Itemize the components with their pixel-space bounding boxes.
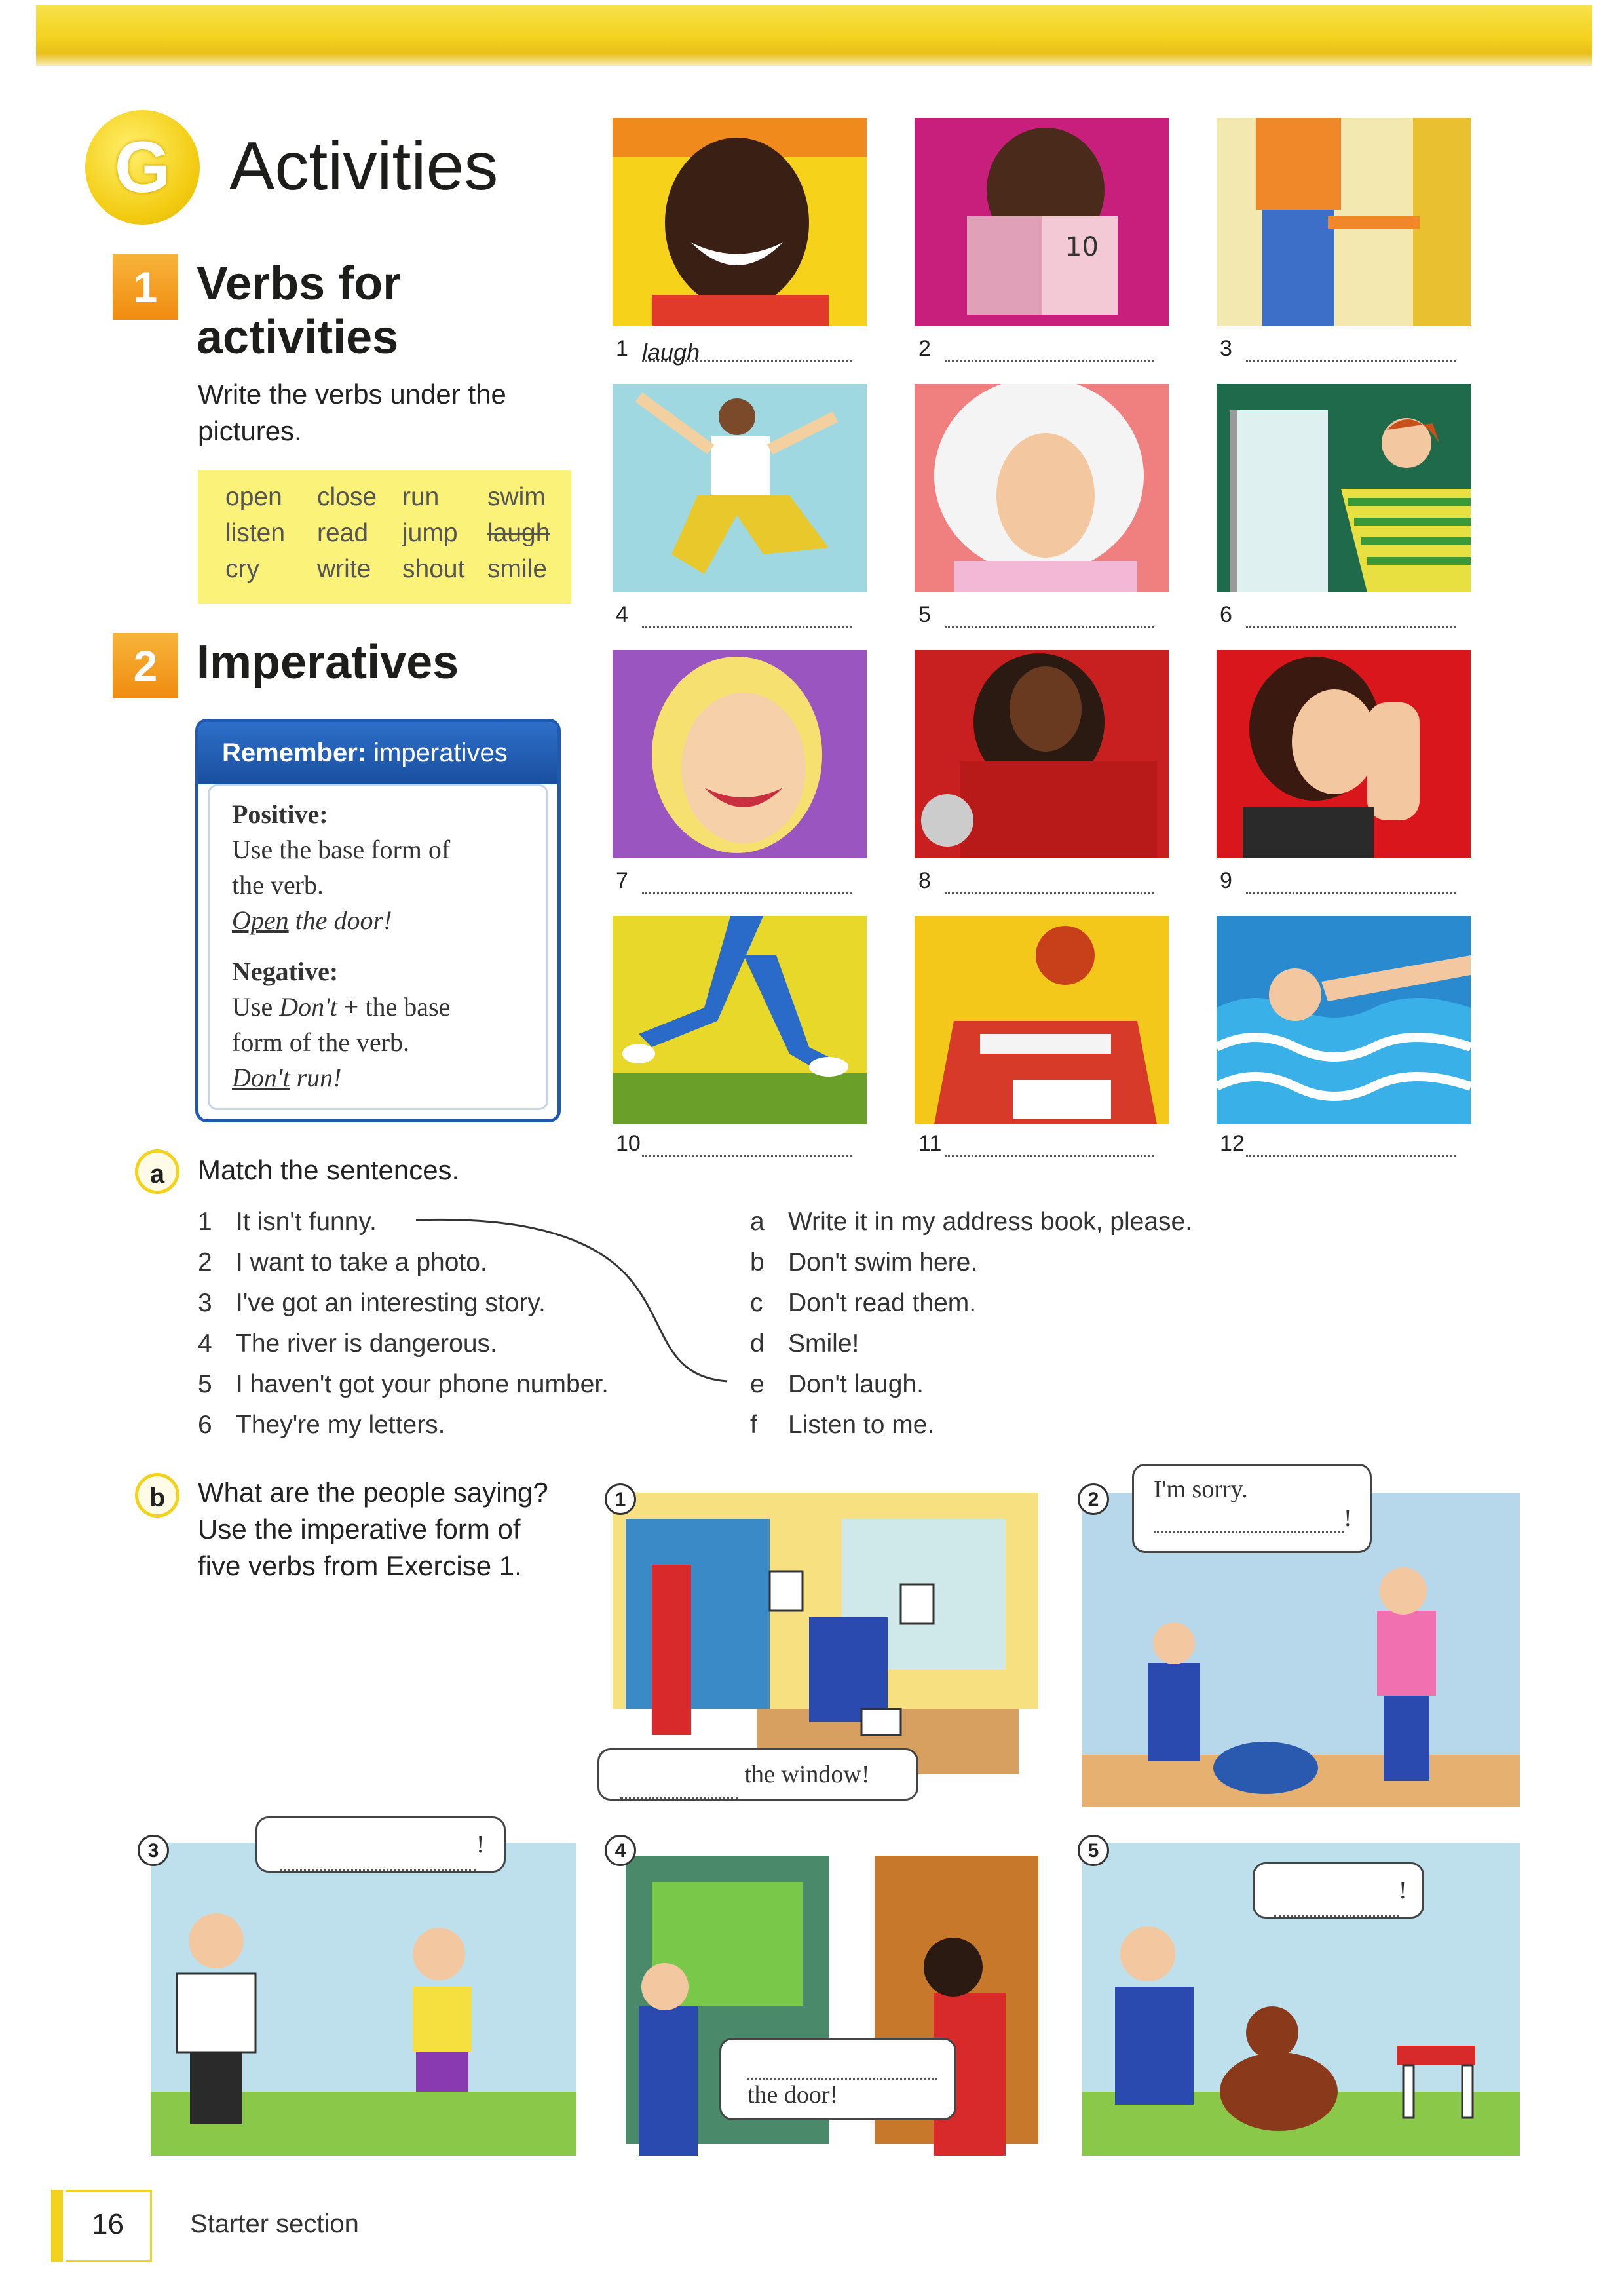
cartoon-number: 2 xyxy=(1078,1483,1109,1515)
negative-rule: Negative: Use Don't + the base form of the verb. Don't run! xyxy=(232,954,450,1096)
answer-line[interactable] xyxy=(945,605,1154,628)
negative-example: Don't run! xyxy=(232,1063,342,1092)
word: close xyxy=(317,483,377,511)
picture-listening-woman xyxy=(915,650,1169,858)
exercise-2a-letter: a xyxy=(135,1149,179,1194)
picture-label: 9 xyxy=(1220,868,1482,894)
match-left-item: 6 They're my letters. xyxy=(198,1411,445,1439)
word: jump xyxy=(402,519,458,547)
picture-label: 11 xyxy=(918,1131,1180,1157)
positive-example: Open the door! xyxy=(232,906,392,935)
picture-writing-man xyxy=(915,916,1169,1124)
picture-label: 8 xyxy=(918,868,1180,894)
exercise-1-number: 1 xyxy=(113,254,178,320)
exercise-1-title-line1: Verbs for xyxy=(197,258,402,310)
match-right-item: d Smile! xyxy=(750,1330,859,1358)
picture-closing-door xyxy=(1217,118,1471,326)
svg-text:10: 10 xyxy=(1065,232,1099,262)
cartoon-number: 3 xyxy=(138,1835,169,1866)
picture-label: 7 xyxy=(616,868,878,894)
word: run xyxy=(402,483,440,511)
word-box xyxy=(198,470,571,604)
exercise-2b-instruction: What are the people saying? Use the imperative form of five verbs from Exercise 1. xyxy=(198,1477,548,1581)
cartoon-3 xyxy=(151,1843,576,2156)
picture-label: 10 xyxy=(616,1131,878,1157)
word-grid xyxy=(225,479,559,587)
match-right-item: a Write it in my address book, please. xyxy=(750,1208,1193,1236)
exercise-1-instruction: Write the verbs under the pictures. xyxy=(198,379,506,446)
match-left-item: 4 The river is dangerous. xyxy=(198,1330,497,1358)
answer-line[interactable] xyxy=(945,339,1154,362)
remember-header: Remember: imperatives xyxy=(198,722,557,784)
answer-blank[interactable] xyxy=(280,1849,476,1871)
speech-bubble: ! xyxy=(255,1816,506,1873)
exercise-2a-instruction: Match the sentences. xyxy=(198,1155,460,1185)
footer-label: Starter section xyxy=(190,2210,359,2238)
answer-line[interactable]: laugh xyxy=(642,339,852,362)
match-left-item: 1 It isn't funny. xyxy=(198,1208,377,1236)
speech-bubble: I'm sorry. ! xyxy=(1132,1464,1372,1553)
answer-blank[interactable] xyxy=(1154,1511,1344,1533)
top-band xyxy=(36,5,1592,66)
word: write xyxy=(317,555,371,583)
word-crossed-out: laugh xyxy=(487,519,550,547)
speech-bubble: ! xyxy=(1253,1862,1424,1919)
word: open xyxy=(225,483,282,511)
picture-crying-woman xyxy=(915,384,1169,592)
word: swim xyxy=(487,483,546,511)
positive-rule: Positive: Use the base form of the verb. Open the door! xyxy=(232,797,450,938)
picture-smiling-woman xyxy=(613,650,867,858)
match-left-item: 2 I want to take a photo. xyxy=(198,1248,487,1276)
picture-shouting-woman xyxy=(1217,650,1471,858)
answer-blank[interactable] xyxy=(1274,1895,1399,1917)
match-right-item: e Don't laugh. xyxy=(750,1370,924,1398)
page-number: 16 xyxy=(66,2190,152,2262)
picture-label: 6 xyxy=(1220,602,1482,628)
match-right-list xyxy=(750,1202,1340,1445)
match-right-item: b Don't swim here. xyxy=(750,1248,978,1276)
footer-bar xyxy=(51,2190,63,2262)
word: read xyxy=(317,519,369,547)
cartoon-number: 4 xyxy=(605,1835,636,1866)
answer-line[interactable] xyxy=(1246,339,1456,362)
exercise-2b-letter: b xyxy=(135,1473,179,1518)
picture-label: 1 laugh xyxy=(616,336,878,362)
answer-line[interactable] xyxy=(1246,1134,1456,1157)
exercise-1-title-line2: activities xyxy=(197,311,399,364)
picture-label: 12 xyxy=(1220,1131,1482,1157)
remember-box xyxy=(195,719,561,1122)
answer-line[interactable] xyxy=(642,1134,852,1157)
section-badge: G xyxy=(85,110,200,225)
exercise-2-number: 2 xyxy=(113,633,178,698)
match-left-item: 5 I haven't got your phone number. xyxy=(198,1370,609,1398)
picture-label: 2 xyxy=(918,336,1180,362)
answer-blank[interactable] xyxy=(620,1777,738,1799)
answer-line[interactable] xyxy=(945,871,1154,894)
answer-line[interactable] xyxy=(642,605,852,628)
answer-line[interactable] xyxy=(1246,871,1456,894)
picture-label: 4 xyxy=(616,602,878,628)
speech-bubble: the door! xyxy=(719,2038,956,2120)
picture-label: 3 xyxy=(1220,336,1482,362)
answer-line[interactable] xyxy=(1246,605,1456,628)
word: shout xyxy=(402,555,465,583)
word: cry xyxy=(225,555,259,583)
picture-jumping-man xyxy=(613,384,867,592)
picture-laughing-man xyxy=(613,118,867,326)
answer-blank[interactable] xyxy=(747,2059,937,2080)
picture-swimming-man xyxy=(1217,916,1471,1124)
picture-label: 5 xyxy=(918,602,1180,628)
remember-content xyxy=(208,784,548,1110)
match-right-item: c Don't read them. xyxy=(750,1289,977,1317)
match-example-line xyxy=(413,1206,740,1396)
speech-bubble: the window! xyxy=(597,1748,918,1801)
picture-reading-woman xyxy=(915,118,1169,326)
exercise-1-title xyxy=(197,257,401,364)
match-left-item: 3 I've got an interesting story. xyxy=(198,1289,546,1317)
cartoon-number: 1 xyxy=(605,1483,636,1515)
exercise-2-title: Imperatives xyxy=(197,636,459,689)
answer-line[interactable] xyxy=(642,871,852,894)
picture-opening-door xyxy=(1217,384,1471,592)
word: smile xyxy=(487,555,548,583)
answer-line[interactable] xyxy=(945,1134,1154,1157)
word: listen xyxy=(225,519,286,547)
match-right-item: f Listen to me. xyxy=(750,1411,935,1439)
section-title: Activities xyxy=(229,128,499,204)
cartoon-number: 5 xyxy=(1078,1835,1109,1866)
picture-running-legs xyxy=(613,916,867,1124)
